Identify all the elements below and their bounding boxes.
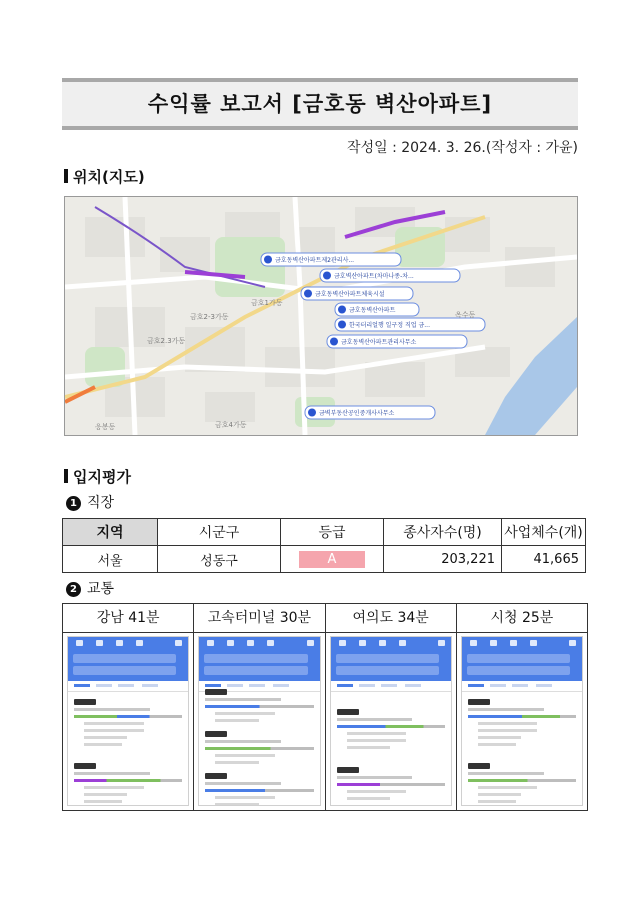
col-header-employees: 종사자수(명) <box>384 519 502 546</box>
section-location <box>64 166 145 187</box>
traffic-column <box>63 604 194 810</box>
map-place-1: 금호1가동 <box>251 299 283 307</box>
route-screenshot <box>330 636 452 806</box>
traffic-column <box>194 604 325 810</box>
grade-badge: A <box>299 551 365 568</box>
traffic-column <box>457 604 587 810</box>
workplace-heading <box>66 492 114 512</box>
map-graphic <box>65 197 577 435</box>
cell-businesses: 41,665 <box>502 546 586 573</box>
map-place-3: 금호2.3가동 <box>147 337 186 345</box>
traffic-destination-label: 시청 25분 <box>457 604 587 633</box>
cell-district: 성동구 <box>158 546 281 573</box>
route-screenshot <box>67 636 189 806</box>
cell-employees: 203,221 <box>384 546 502 573</box>
traffic-destination-label: 여의도 34분 <box>326 604 456 633</box>
col-header-district: 시군구 <box>158 519 281 546</box>
map-place-6: 응봉동 <box>95 423 116 431</box>
traffic-column <box>326 604 457 810</box>
section-evaluation-label: 입지평가 <box>73 468 131 486</box>
table-header-row <box>63 519 586 546</box>
traffic-heading-label: 교통 <box>87 581 115 597</box>
map-label-2: 금호벽산아파트(차마나종-차... <box>334 273 414 280</box>
circled-number-icon: 2 <box>66 582 81 597</box>
map-label-7: 금벽부동산공인중개사사무소 <box>319 410 395 417</box>
map-label-4: 금호동벽산아파트 <box>349 307 396 314</box>
report-title: 수익률 보고서 [금호동 벽산아파트] <box>147 92 493 116</box>
route-screenshot <box>198 636 320 806</box>
map-place-5: 옥수동 <box>455 311 476 319</box>
traffic-destination-label: 강남 41분 <box>63 604 193 633</box>
traffic-heading <box>66 578 114 598</box>
map-place-4: 금호4가동 <box>215 421 247 429</box>
map-label-3: 금호동벽산아파트체육시설 <box>315 291 385 298</box>
col-header-grade: 등급 <box>281 519 384 546</box>
section-evaluation <box>64 466 131 487</box>
map-place-2: 금호2-3가동 <box>190 313 229 321</box>
col-header-region: 지역 <box>63 519 158 546</box>
map-label-1: 금호동벽산아파트제2관리사... <box>275 257 355 264</box>
workplace-table <box>62 518 586 573</box>
map-label-5: 한국터리얼행 일구정 직업 금... <box>349 322 430 329</box>
cell-grade <box>281 546 384 573</box>
section-bullet-icon <box>64 469 68 483</box>
table-row <box>63 546 586 573</box>
route-screenshot <box>461 636 583 806</box>
map-label-6: 금호동벽산아파트관리사무소 <box>341 339 417 346</box>
traffic-grid <box>62 603 588 811</box>
circled-number-icon: 1 <box>66 496 81 511</box>
section-location-label: 위치(지도) <box>73 168 145 186</box>
traffic-destination-label: 고속터미널 30분 <box>194 604 324 633</box>
workplace-heading-label: 직장 <box>87 495 115 511</box>
report-title-bar <box>62 78 578 130</box>
col-header-businesses: 사업체수(개) <box>502 519 586 546</box>
cell-region: 서울 <box>63 546 158 573</box>
location-map[interactable] <box>64 196 578 436</box>
section-bullet-icon <box>64 169 68 183</box>
author-line: 작성일 : 2024. 3. 26.(작성자 : 가윤) <box>347 140 578 156</box>
